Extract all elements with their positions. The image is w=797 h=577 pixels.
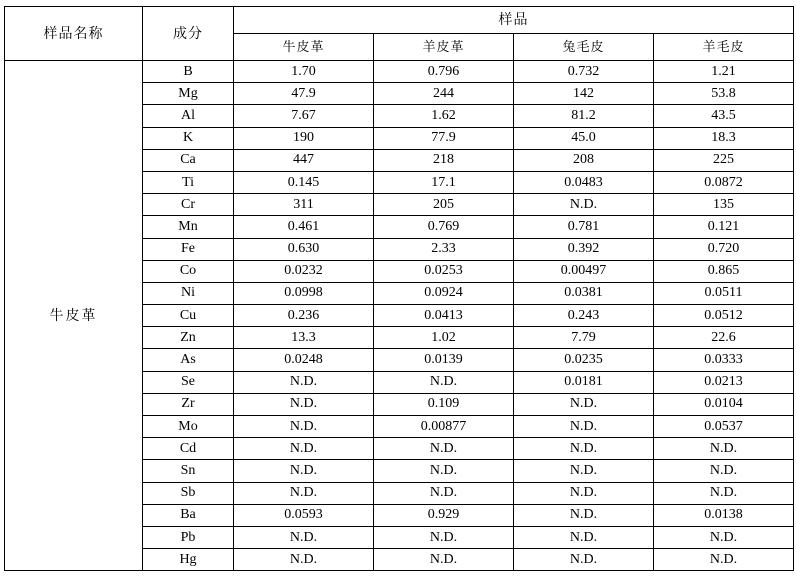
cell-value: 0.929 [374,504,514,526]
cell-value: 0.0248 [234,349,374,371]
cell-value: 0.0593 [234,504,374,526]
cell-value: N.D. [234,526,374,548]
cell-value: 18.3 [654,127,794,149]
cell-value: N.D. [514,482,654,504]
cell-value: N.D. [234,416,374,438]
cell-value: 208 [514,149,654,171]
cell-value: 311 [234,194,374,216]
cell-value: 218 [374,149,514,171]
cell-value: 43.5 [654,105,794,127]
cell-value: 0.0381 [514,282,654,304]
row-group-label: 牛皮革 [5,61,143,571]
cell-value: N.D. [374,371,514,393]
cell-value: 0.461 [234,216,374,238]
cell-element: Cu [143,305,234,327]
cell-element: Cr [143,194,234,216]
cell-value: N.D. [514,504,654,526]
cell-element: Al [143,105,234,127]
cell-value: 2.33 [374,238,514,260]
cell-value: 47.9 [234,83,374,105]
header-sample-2: 羊皮革 [374,34,514,61]
cell-value: 0.0413 [374,305,514,327]
cell-value: 0.796 [374,61,514,83]
cell-value: N.D. [374,460,514,482]
cell-value: 0.0213 [654,371,794,393]
cell-value: N.D. [234,549,374,571]
cell-element: Zr [143,393,234,415]
cell-value: 447 [234,149,374,171]
cell-element: Co [143,260,234,282]
cell-value: 53.8 [654,83,794,105]
cell-value: N.D. [234,460,374,482]
cell-value: 190 [234,127,374,149]
cell-value: 0.630 [234,238,374,260]
cell-value: N.D. [514,526,654,548]
cell-element: Ca [143,149,234,171]
cell-element: Mn [143,216,234,238]
cell-value: N.D. [514,549,654,571]
cell-element: K [143,127,234,149]
cell-value: 7.67 [234,105,374,127]
header-sample-group: 样品 [234,7,794,34]
cell-value: 0.0138 [654,504,794,526]
cell-value: 0.0924 [374,282,514,304]
cell-value: 45.0 [514,127,654,149]
cell-value: N.D. [374,526,514,548]
cell-value: 0.00497 [514,260,654,282]
header-sample-name: 样品名称 [5,7,143,61]
cell-value: 0.720 [654,238,794,260]
cell-element: Sb [143,482,234,504]
cell-element: Ti [143,171,234,193]
cell-value: N.D. [514,194,654,216]
header-sample-1: 牛皮革 [234,34,374,61]
cell-value: 77.9 [374,127,514,149]
element-content-table [4,6,794,571]
cell-value: 1.21 [654,61,794,83]
header-sample-4: 羊毛皮 [654,34,794,61]
cell-element: B [143,61,234,83]
cell-element: Zn [143,327,234,349]
cell-value: N.D. [654,549,794,571]
cell-value: N.D. [234,438,374,460]
cell-value: N.D. [654,526,794,548]
cell-value: 0.0232 [234,260,374,282]
cell-value: 0.00877 [374,416,514,438]
cell-value: 0.0512 [654,305,794,327]
cell-value: 0.145 [234,171,374,193]
cell-element: Pb [143,526,234,548]
cell-value: 0.0253 [374,260,514,282]
cell-element: Fe [143,238,234,260]
cell-value: 0.0333 [654,349,794,371]
cell-value: 0.0139 [374,349,514,371]
cell-value: 0.121 [654,216,794,238]
cell-element: Se [143,371,234,393]
cell-element: Hg [143,549,234,571]
cell-value: 0.0537 [654,416,794,438]
document-page [0,6,797,577]
cell-value: 244 [374,83,514,105]
cell-value: 225 [654,149,794,171]
cell-value: 0.0511 [654,282,794,304]
cell-value: 0.0998 [234,282,374,304]
cell-value: N.D. [654,482,794,504]
cell-value: N.D. [654,460,794,482]
cell-value: 0.0181 [514,371,654,393]
cell-value: N.D. [374,549,514,571]
cell-value: 22.6 [654,327,794,349]
cell-value: N.D. [234,393,374,415]
cell-value: 205 [374,194,514,216]
cell-value: 0.0872 [654,171,794,193]
cell-value: N.D. [514,460,654,482]
cell-value: 7.79 [514,327,654,349]
cell-value: N.D. [514,416,654,438]
cell-value: N.D. [514,438,654,460]
cell-value: 0.781 [514,216,654,238]
cell-value: 81.2 [514,105,654,127]
cell-value: 0.732 [514,61,654,83]
header-sample-3: 兔毛皮 [514,34,654,61]
cell-value: N.D. [514,393,654,415]
table-row [5,61,794,83]
cell-value: N.D. [374,438,514,460]
cell-value: 0.865 [654,260,794,282]
cell-value: 1.02 [374,327,514,349]
header-component: 成分 [143,7,234,61]
cell-element: Mo [143,416,234,438]
cell-element: As [143,349,234,371]
cell-value: 1.62 [374,105,514,127]
cell-value: 0.236 [234,305,374,327]
cell-value: 0.109 [374,393,514,415]
cell-value: N.D. [654,438,794,460]
cell-value: 0.0483 [514,171,654,193]
cell-value: N.D. [234,371,374,393]
cell-value: 0.243 [514,305,654,327]
cell-value: 142 [514,83,654,105]
cell-element: Ba [143,504,234,526]
cell-value: 13.3 [234,327,374,349]
cell-value: 135 [654,194,794,216]
cell-value: 1.70 [234,61,374,83]
cell-element: Cd [143,438,234,460]
table-caption [0,0,797,12]
cell-value: N.D. [374,482,514,504]
cell-value: N.D. [234,482,374,504]
cell-element: Sn [143,460,234,482]
cell-value: 0.0104 [654,393,794,415]
cell-element: Mg [143,83,234,105]
cell-element: Ni [143,282,234,304]
cell-value: 0.769 [374,216,514,238]
cell-value: 0.392 [514,238,654,260]
cell-value: 17.1 [374,171,514,193]
cell-value: 0.0235 [514,349,654,371]
